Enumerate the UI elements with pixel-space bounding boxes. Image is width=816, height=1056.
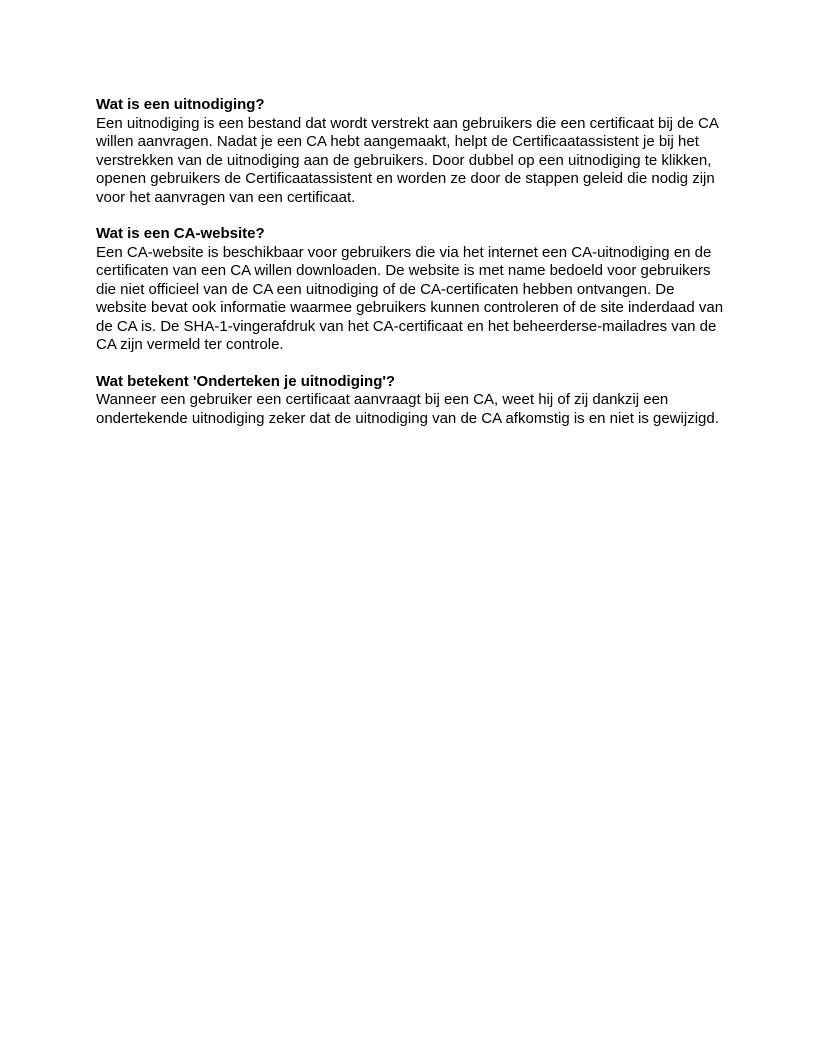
section-body: Wanneer een gebruiker een certificaat aanvraagt bij een CA, weet hij of zij dankzij een ondertekende uitnodiging zeker dat de uitnodiging van de CA afkomstig is en niet is gewijzigd. — [96, 391, 719, 427]
section-body: Een CA-website is beschikbaar voor gebruikers die via het internet een CA-uitnodiging en de certificaten van een CA willen downloaden. De website is met name bedoeld voor gebruikers die niet officieel van de CA een uitnodiging of de CA-certificaten hebben ontvangen. De website bevat ook informatie waarmee gebruikers kunnen controleren of de site inderdaad van de CA is. De SHA-1-vingerafdruk van het CA-certificaat en het beheerderse-mailadres van de CA zijn vermeld ter controle. — [96, 243, 724, 353]
section-ca-website — [96, 225, 726, 355]
section-heading: Wat betekent 'Onderteken je uitnodiging'? — [96, 372, 396, 390]
section-invitation — [96, 96, 726, 207]
section-body: Een uitnodiging is een bestand dat wordt verstrekt aan gebruikers die een certificaat bij de CA willen aanvragen. Nadat je een CA hebt aangemaakt, helpt de Certificaatassistent je bij het verstrekken van de uitnodiging aan de gebruikers. Door dubbel op een uitnodiging te klikken, openen gebruikers de Certificaatassistent en worden ze door de stappen geleid die nodig zijn voor het aanvragen van een certificaat. — [96, 114, 719, 206]
document-page — [96, 96, 726, 446]
section-heading: Wat is een CA-website? — [96, 225, 265, 242]
section-sign-invitation — [96, 373, 726, 429]
section-heading: Wat is een uitnodiging? — [96, 96, 265, 113]
